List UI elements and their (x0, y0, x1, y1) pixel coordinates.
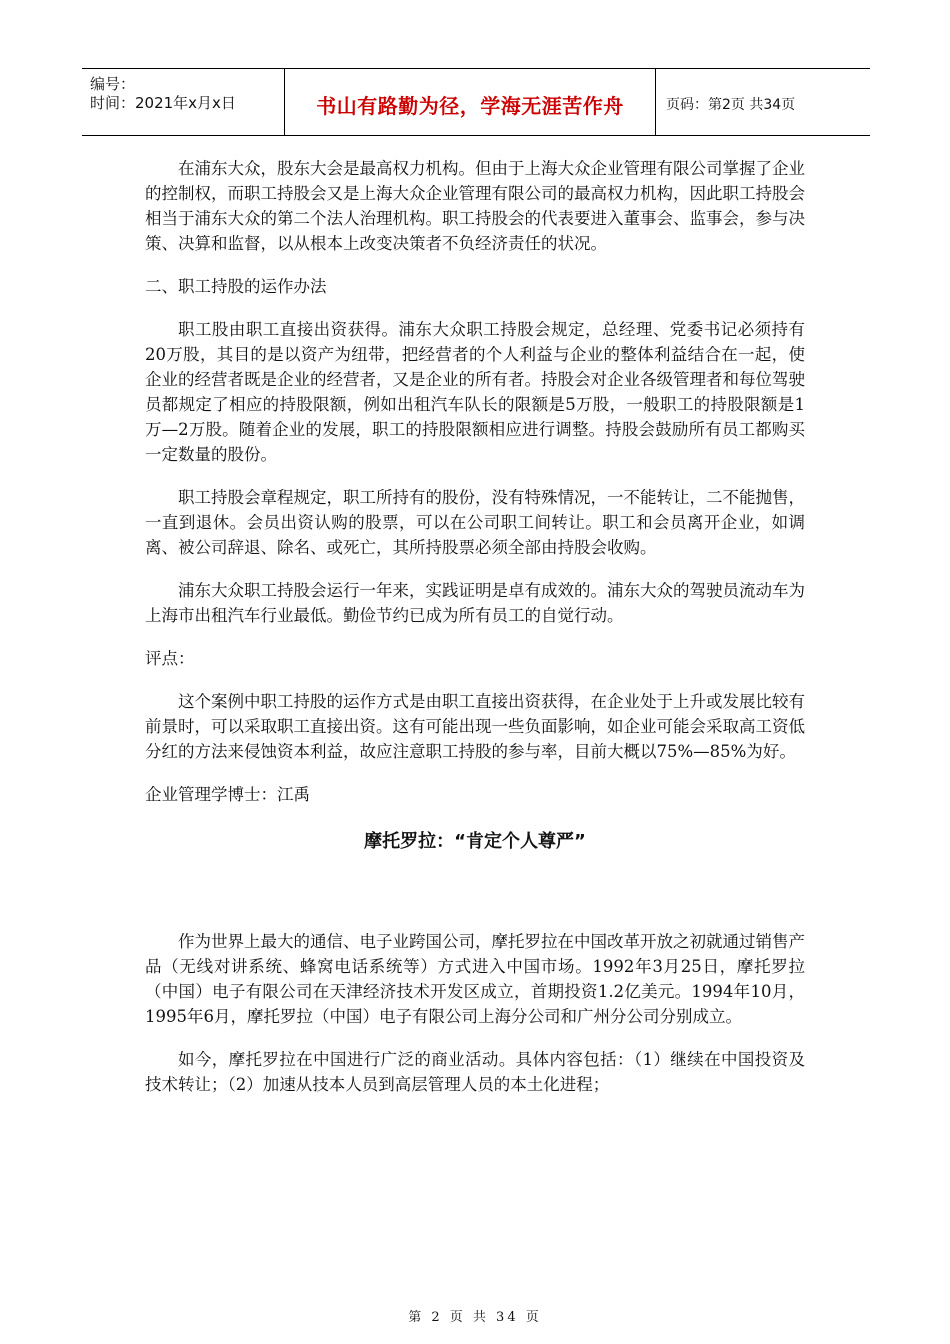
article-title: 摩托罗拉：“肯定个人尊严” (364, 831, 586, 852)
date-label: 时间：2021年x月x日 (90, 94, 236, 112)
page-header (82, 68, 870, 136)
header-motto: 书山有路勤为径，学海无涯苦作舟 (284, 69, 656, 135)
paragraph: 作为世界上最大的通信、电子业跨国公司，摩托罗拉在中国改革开放之初就通过销售产品（无线对讲系统、蜂窝电话系统等）方式进入中国市场。1992年3月25日，摩托罗拉（中国）电子有限公司在天津经济技术开发区成立，首期投资1.2亿美元。1994年10月，1995年6月，摩托罗拉（中国）电子有限公司上海分公司和广州分公司分别成立。 (145, 932, 805, 1026)
author-line: 企业管理学博士：江禹 (145, 785, 310, 804)
paragraph: 在浦东大众，股东大会是最高权力机构。但由于上海大众企业管理有限公司掌握了企业的控制权，而职工持股会又是上海大众企业管理有限公司的最高权力机构，因此职工持股会相当于浦东大众的第二个法人治理机构。职工持股会的代表要进入董事会、监事会，参与决策、决算和监督，以从根本上改变决策者不负经济责任的状况。 (145, 159, 805, 253)
comment-label: 评点： (145, 649, 195, 668)
paragraph: 浦东大众职工持股会运行一年来，实践证明是卓有成效的。浦东大众的驾驶员流动车为上海市出租汽车行业最低。勤俭节约已成为所有员工的自觉行动。 (145, 581, 805, 625)
header-page-info: 页码：第2页 共34页 (666, 97, 796, 113)
paragraph: 如今，摩托罗拉在中国进行广泛的商业活动。具体内容包括：（1）继续在中国投资及技术转让；（2）加速从技本人员到高层管理人员的本土化进程； (145, 1050, 805, 1094)
paragraph: 职工股由职工直接出资获得。浦东大众职工持股会规定，总经理、党委书记必须持有20万股，其目的是以资产为纽带，把经营者的个人利益与企业的整体利益结合在一起，使企业的经营者既是企业的经营者，又是企业的所有者。持股会对企业各级管理者和每位驾驶员都规定了相应的持股限额，例如出租汽车队长的限额是5万股，一般职工的持股限额是1万—2万股。随着企业的发展，职工的持股限额相应进行调整。持股会鼓励所有员工都购买一定数量的股份。 (145, 320, 805, 464)
page-footer: 第 2 页 共 34 页 (408, 1310, 542, 1325)
section-heading: 二、职工持股的运作办法 (145, 277, 327, 296)
document-body (145, 156, 805, 1115)
code-label: 编号： (90, 75, 136, 93)
paragraph: 这个案例中职工持股的运作方式是由职工直接出资获得，在企业处于上升或发展比较有前景时，可以采取职工直接出资。这有可能出现一些负面影响，如企业可能会采取高工资低分红的方法来侵蚀资本利益，故应注意职工持股的参与率，目前大概以75%—85%为好。 (145, 692, 805, 761)
paragraph: 职工持股会章程规定，职工所持有的股份，没有特殊情况，一不能转让，二不能抛售，一直到退休。会员出资认购的股票，可以在公司职工间转让。职工和会员离开企业，如调离、被公司辞退、除名、或死亡，其所持股票必须全部由持股会收购。 (145, 488, 805, 557)
header-meta-cell (82, 69, 284, 135)
